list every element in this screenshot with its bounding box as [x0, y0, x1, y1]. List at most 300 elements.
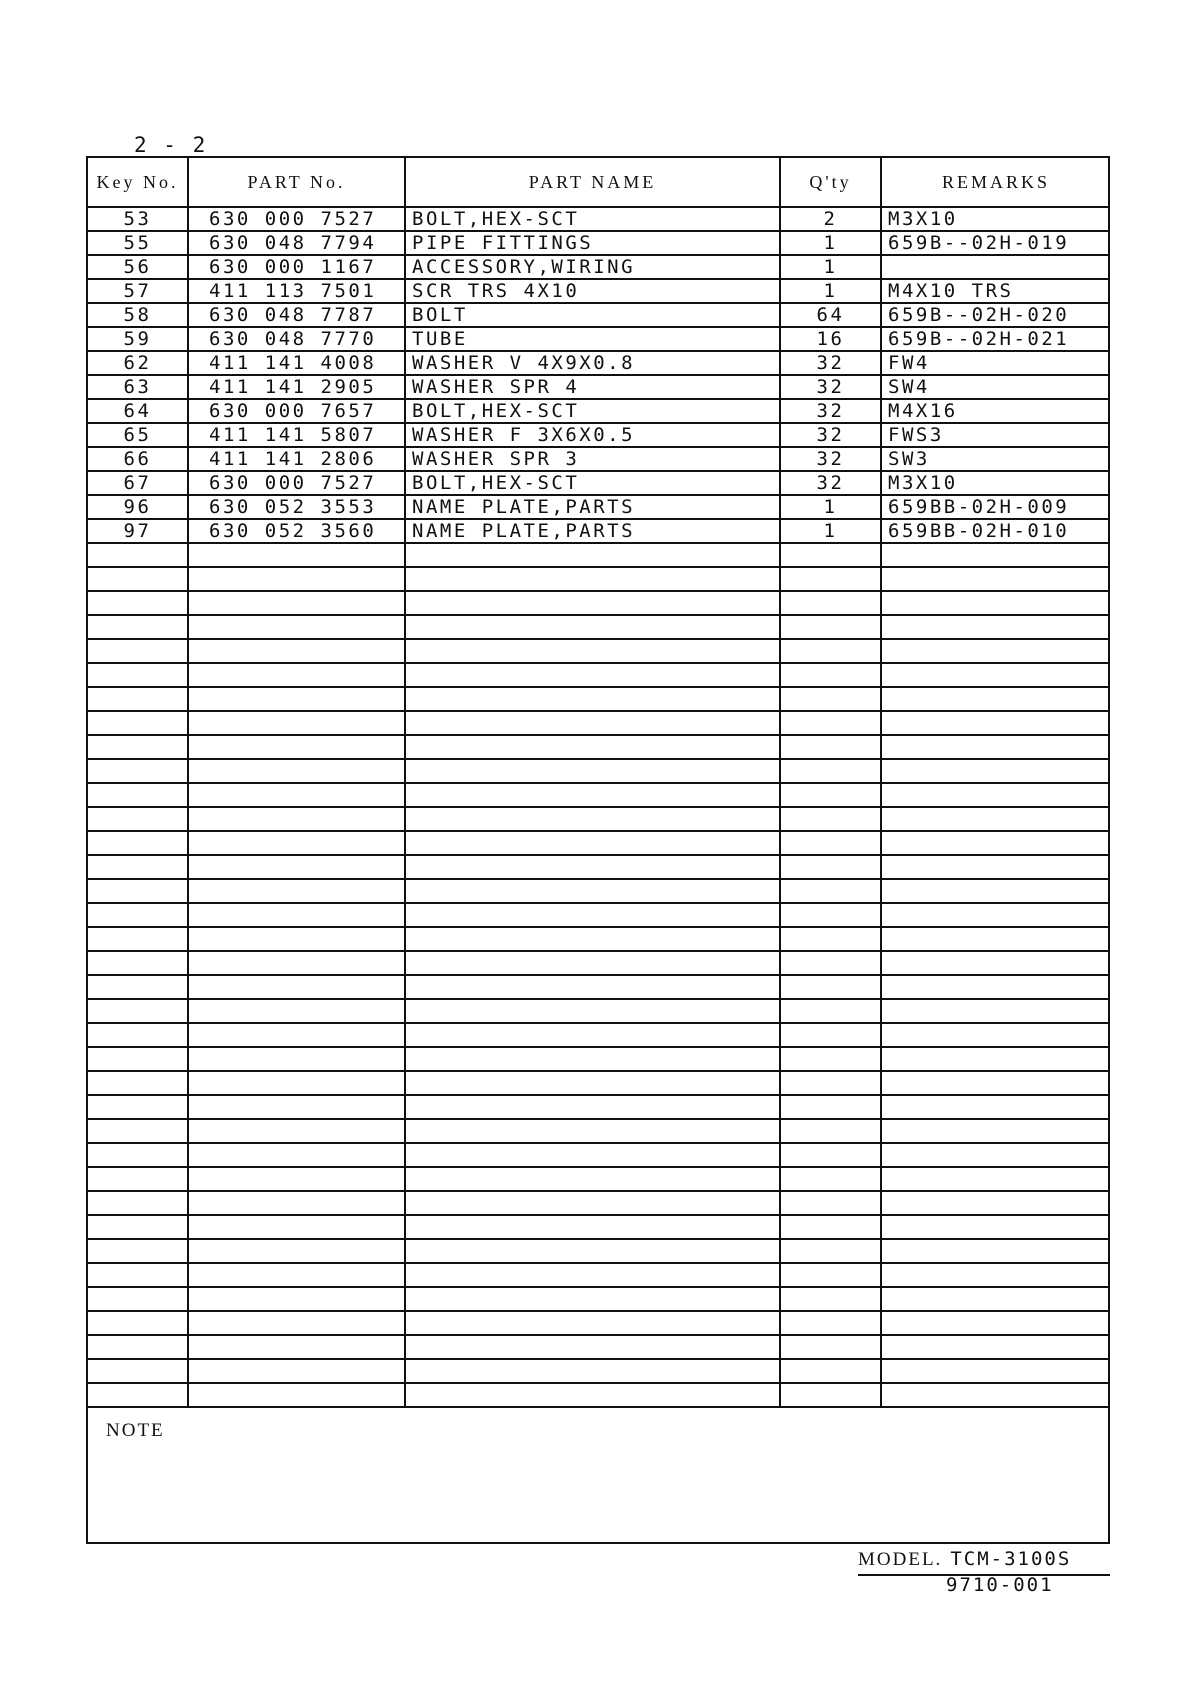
cell-part-no: 630 048 7794 — [188, 231, 405, 255]
cell-qty-empty — [780, 1287, 881, 1311]
cell-part-no-empty — [188, 855, 405, 879]
cell-remarks-empty — [881, 687, 1110, 711]
cell-key-no-empty — [88, 855, 188, 879]
cell-part-name-empty — [405, 1119, 780, 1143]
cell-key-no-empty — [88, 639, 188, 663]
cell-remarks-empty — [881, 855, 1110, 879]
cell-part-no-empty — [188, 1191, 405, 1215]
cell-qty-empty — [780, 1191, 881, 1215]
cell-qty-empty — [780, 903, 881, 927]
cell-part-name-empty — [405, 975, 780, 999]
cell-key-no-empty — [88, 615, 188, 639]
cell-remarks: FW4 — [881, 351, 1110, 375]
cell-remarks-empty — [881, 1191, 1110, 1215]
table-row — [88, 471, 1110, 495]
cell-part-name-empty — [405, 1263, 780, 1287]
cell-part-name-empty — [405, 1023, 780, 1047]
cell-part-name: PIPE FITTINGS — [405, 231, 780, 255]
cell-qty-empty — [780, 1335, 881, 1359]
cell-key-no-empty — [88, 975, 188, 999]
cell-remarks-empty — [881, 615, 1110, 639]
empty-table-row — [88, 639, 1110, 663]
table-row — [88, 351, 1110, 375]
cell-part-name-empty — [405, 855, 780, 879]
empty-table-row — [88, 999, 1110, 1023]
cell-qty: 1 — [780, 231, 881, 255]
cell-part-no: 411 113 7501 — [188, 279, 405, 303]
cell-qty-empty — [780, 1311, 881, 1335]
cell-remarks: M3X10 — [881, 471, 1110, 495]
cell-part-name-empty — [405, 567, 780, 591]
cell-remarks-empty — [881, 1239, 1110, 1263]
cell-part-no-empty — [188, 1239, 405, 1263]
cell-part-no: 411 141 2806 — [188, 447, 405, 471]
cell-key-no: 66 — [88, 447, 188, 471]
cell-key-no-empty — [88, 687, 188, 711]
cell-part-no-empty — [188, 1167, 405, 1191]
cell-key-no-empty — [88, 1191, 188, 1215]
cell-part-no-empty — [188, 1047, 405, 1071]
cell-qty: 1 — [780, 519, 881, 543]
table-row — [88, 231, 1110, 255]
cell-part-name-empty — [405, 1215, 780, 1239]
cell-key-no: 64 — [88, 399, 188, 423]
cell-part-no-empty — [188, 1143, 405, 1167]
cell-qty-empty — [780, 543, 881, 567]
cell-part-name-empty — [405, 591, 780, 615]
cell-remarks: 659BB-02H-010 — [881, 519, 1110, 543]
cell-part-no-empty — [188, 1119, 405, 1143]
empty-table-row — [88, 711, 1110, 735]
cell-remarks-empty — [881, 807, 1110, 831]
cell-qty: 32 — [780, 399, 881, 423]
cell-part-name-empty — [405, 687, 780, 711]
cell-key-no: 59 — [88, 327, 188, 351]
cell-remarks-empty — [881, 639, 1110, 663]
cell-key-no-empty — [88, 735, 188, 759]
cell-remarks-empty — [881, 975, 1110, 999]
cell-part-name: BOLT — [405, 303, 780, 327]
cell-remarks-empty — [881, 1167, 1110, 1191]
cell-part-name-empty — [405, 807, 780, 831]
cell-remarks: SW4 — [881, 375, 1110, 399]
cell-qty-empty — [780, 1263, 881, 1287]
cell-remarks-empty — [881, 1383, 1110, 1407]
cell-qty: 32 — [780, 351, 881, 375]
cell-remarks-empty — [881, 735, 1110, 759]
cell-remarks: M4X16 — [881, 399, 1110, 423]
cell-part-no-empty — [188, 807, 405, 831]
cell-key-no-empty — [88, 1167, 188, 1191]
cell-remarks-empty — [881, 1071, 1110, 1095]
cell-qty-empty — [780, 975, 881, 999]
cell-qty-empty — [780, 1215, 881, 1239]
empty-table-row — [88, 831, 1110, 855]
empty-table-row — [88, 1383, 1110, 1407]
empty-table-row — [88, 1119, 1110, 1143]
cell-remarks-empty — [881, 1095, 1110, 1119]
cell-part-no: 630 000 7527 — [188, 471, 405, 495]
cell-part-name-empty — [405, 831, 780, 855]
cell-qty-empty — [780, 615, 881, 639]
cell-part-name-empty — [405, 1167, 780, 1191]
cell-remarks — [881, 255, 1110, 279]
cell-part-no: 630 000 7527 — [188, 207, 405, 231]
empty-table-row — [88, 903, 1110, 927]
empty-table-row — [88, 567, 1110, 591]
cell-part-name-empty — [405, 1311, 780, 1335]
empty-table-row — [88, 807, 1110, 831]
empty-table-row — [88, 951, 1110, 975]
cell-qty-empty — [780, 1359, 881, 1383]
cell-remarks: SW3 — [881, 447, 1110, 471]
cell-remarks-empty — [881, 1359, 1110, 1383]
empty-table-row — [88, 1239, 1110, 1263]
cell-key-no-empty — [88, 1095, 188, 1119]
empty-table-row — [88, 1143, 1110, 1167]
cell-part-no-empty — [188, 711, 405, 735]
document-code: 9710-001 — [946, 1574, 1054, 1596]
cell-part-name: WASHER SPR 4 — [405, 375, 780, 399]
cell-qty-empty — [780, 639, 881, 663]
cell-part-name-empty — [405, 1383, 780, 1407]
cell-key-no-empty — [88, 567, 188, 591]
header-qty: Q'ty — [780, 158, 881, 207]
cell-key-no: 57 — [88, 279, 188, 303]
cell-part-no-empty — [188, 1023, 405, 1047]
cell-key-no-empty — [88, 1047, 188, 1071]
cell-remarks-empty — [881, 1143, 1110, 1167]
empty-table-row — [88, 783, 1110, 807]
cell-key-no-empty — [88, 1071, 188, 1095]
empty-table-row — [88, 879, 1110, 903]
empty-table-row — [88, 1023, 1110, 1047]
cell-remarks-empty — [881, 1335, 1110, 1359]
header-key-no: Key No. — [88, 158, 188, 207]
cell-part-name-empty — [405, 759, 780, 783]
table-row — [88, 279, 1110, 303]
cell-part-no-empty — [188, 639, 405, 663]
cell-qty: 64 — [780, 303, 881, 327]
cell-remarks-empty — [881, 759, 1110, 783]
empty-table-row — [88, 759, 1110, 783]
cell-part-name-empty — [405, 615, 780, 639]
cell-part-name: BOLT,HEX-SCT — [405, 207, 780, 231]
cell-part-no-empty — [188, 951, 405, 975]
cell-part-no-empty — [188, 879, 405, 903]
empty-table-row — [88, 1263, 1110, 1287]
cell-qty: 16 — [780, 327, 881, 351]
cell-part-no-empty — [188, 975, 405, 999]
cell-qty-empty — [780, 591, 881, 615]
cell-remarks-empty — [881, 1263, 1110, 1287]
cell-qty-empty — [780, 1119, 881, 1143]
cell-qty-empty — [780, 1167, 881, 1191]
cell-key-no-empty — [88, 783, 188, 807]
cell-qty: 2 — [780, 207, 881, 231]
table-row — [88, 375, 1110, 399]
model-value: TCM-3100S — [950, 1548, 1072, 1570]
cell-part-no-empty — [188, 927, 405, 951]
cell-remarks-empty — [881, 951, 1110, 975]
cell-remarks: M3X10 — [881, 207, 1110, 231]
cell-part-name-empty — [405, 735, 780, 759]
cell-part-no-empty — [188, 1287, 405, 1311]
table-row — [88, 255, 1110, 279]
cell-part-no-empty — [188, 1263, 405, 1287]
cell-remarks: 659B--02H-020 — [881, 303, 1110, 327]
cell-part-no-empty — [188, 567, 405, 591]
cell-key-no-empty — [88, 759, 188, 783]
cell-part-no-empty — [188, 663, 405, 687]
cell-part-name-empty — [405, 879, 780, 903]
cell-key-no: 53 — [88, 207, 188, 231]
cell-part-name-empty — [405, 543, 780, 567]
empty-table-row — [88, 1191, 1110, 1215]
cell-key-no-empty — [88, 1263, 188, 1287]
empty-table-row — [88, 1095, 1110, 1119]
cell-key-no-empty — [88, 1359, 188, 1383]
cell-qty-empty — [780, 1143, 881, 1167]
cell-qty-empty — [780, 927, 881, 951]
cell-qty: 1 — [780, 255, 881, 279]
cell-part-no-empty — [188, 903, 405, 927]
cell-key-no-empty — [88, 1287, 188, 1311]
cell-qty-empty — [780, 951, 881, 975]
cell-key-no: 56 — [88, 255, 188, 279]
cell-part-name: ACCESSORY,WIRING — [405, 255, 780, 279]
cell-remarks-empty — [881, 1119, 1110, 1143]
cell-part-name-empty — [405, 951, 780, 975]
cell-part-no-empty — [188, 1359, 405, 1383]
header-part-no: PART No. — [188, 158, 405, 207]
cell-key-no-empty — [88, 831, 188, 855]
empty-table-row — [88, 1287, 1110, 1311]
cell-qty-empty — [780, 711, 881, 735]
cell-qty-empty — [780, 879, 881, 903]
table-row — [88, 399, 1110, 423]
cell-part-name: NAME PLATE,PARTS — [405, 519, 780, 543]
model-line — [858, 1548, 1110, 1576]
empty-table-row — [88, 615, 1110, 639]
cell-part-no-empty — [188, 1311, 405, 1335]
cell-key-no: 58 — [88, 303, 188, 327]
cell-part-name: WASHER F 3X6X0.5 — [405, 423, 780, 447]
cell-qty-empty — [780, 1239, 881, 1263]
cell-qty-empty — [780, 1071, 881, 1095]
cell-key-no-empty — [88, 879, 188, 903]
cell-key-no-empty — [88, 711, 188, 735]
cell-qty-empty — [780, 855, 881, 879]
page-number: 2 - 2 — [134, 133, 208, 157]
cell-part-name: SCR TRS 4X10 — [405, 279, 780, 303]
cell-part-name-empty — [405, 1095, 780, 1119]
cell-part-no-empty — [188, 615, 405, 639]
cell-remarks-empty — [881, 711, 1110, 735]
cell-qty-empty — [780, 663, 881, 687]
cell-remarks-empty — [881, 927, 1110, 951]
cell-key-no-empty — [88, 1383, 188, 1407]
cell-key-no-empty — [88, 951, 188, 975]
cell-qty-empty — [780, 567, 881, 591]
cell-remarks-empty — [881, 783, 1110, 807]
cell-part-name-empty — [405, 1071, 780, 1095]
cell-qty: 32 — [780, 447, 881, 471]
cell-qty: 32 — [780, 423, 881, 447]
table-row — [88, 423, 1110, 447]
cell-remarks: FWS3 — [881, 423, 1110, 447]
cell-remarks-empty — [881, 879, 1110, 903]
cell-key-no: 63 — [88, 375, 188, 399]
cell-qty: 1 — [780, 279, 881, 303]
table-row — [88, 519, 1110, 543]
cell-key-no-empty — [88, 999, 188, 1023]
cell-qty-empty — [780, 1047, 881, 1071]
cell-part-no-empty — [188, 1335, 405, 1359]
cell-part-no-empty — [188, 783, 405, 807]
cell-remarks-empty — [881, 1215, 1110, 1239]
cell-qty: 1 — [780, 495, 881, 519]
cell-key-no-empty — [88, 543, 188, 567]
cell-part-no-empty — [188, 687, 405, 711]
cell-part-name: TUBE — [405, 327, 780, 351]
cell-part-name: WASHER V 4X9X0.8 — [405, 351, 780, 375]
cell-key-no-empty — [88, 903, 188, 927]
cell-part-no: 630 000 7657 — [188, 399, 405, 423]
parts-list-sheet — [86, 156, 1110, 1544]
cell-qty-empty — [780, 687, 881, 711]
cell-part-no: 630 052 3553 — [188, 495, 405, 519]
empty-table-row — [88, 1311, 1110, 1335]
cell-key-no: 96 — [88, 495, 188, 519]
table-row — [88, 495, 1110, 519]
cell-part-no: 411 141 5807 — [188, 423, 405, 447]
cell-remarks-empty — [881, 1023, 1110, 1047]
empty-table-row — [88, 927, 1110, 951]
empty-table-row — [88, 1071, 1110, 1095]
cell-key-no-empty — [88, 1119, 188, 1143]
cell-part-name-empty — [405, 1239, 780, 1263]
cell-remarks-empty — [881, 663, 1110, 687]
empty-table-row — [88, 543, 1110, 567]
cell-part-name-empty — [405, 1047, 780, 1071]
cell-key-no-empty — [88, 663, 188, 687]
cell-part-name-empty — [405, 1191, 780, 1215]
cell-part-no: 411 141 2905 — [188, 375, 405, 399]
cell-part-no-empty — [188, 1215, 405, 1239]
cell-part-name-empty — [405, 927, 780, 951]
empty-table-row — [88, 855, 1110, 879]
note-area — [88, 1406, 1108, 1542]
cell-remarks-empty — [881, 903, 1110, 927]
model-label: MODEL. — [858, 1549, 943, 1570]
cell-qty-empty — [780, 759, 881, 783]
table-row — [88, 303, 1110, 327]
note-label: NOTE — [106, 1420, 165, 1441]
cell-part-no: 411 141 4008 — [188, 351, 405, 375]
cell-remarks-empty — [881, 831, 1110, 855]
table-row — [88, 447, 1110, 471]
parts-table — [88, 158, 1110, 1408]
cell-part-no-empty — [188, 735, 405, 759]
cell-part-no-empty — [188, 591, 405, 615]
cell-qty-empty — [780, 735, 881, 759]
cell-part-no: 630 048 7770 — [188, 327, 405, 351]
cell-qty-empty — [780, 1023, 881, 1047]
cell-remarks-empty — [881, 1287, 1110, 1311]
cell-part-name-empty — [405, 783, 780, 807]
parts-table-body — [88, 207, 1110, 1407]
cell-remarks: 659B--02H-019 — [881, 231, 1110, 255]
cell-qty-empty — [780, 999, 881, 1023]
cell-key-no-empty — [88, 927, 188, 951]
cell-part-no-empty — [188, 1383, 405, 1407]
cell-key-no-empty — [88, 1023, 188, 1047]
cell-qty-empty — [780, 831, 881, 855]
cell-qty: 32 — [780, 375, 881, 399]
table-row — [88, 327, 1110, 351]
cell-remarks: M4X10 TRS — [881, 279, 1110, 303]
cell-part-name-empty — [405, 663, 780, 687]
cell-key-no-empty — [88, 1143, 188, 1167]
table-row — [88, 207, 1110, 231]
cell-key-no-empty — [88, 591, 188, 615]
cell-part-name: BOLT,HEX-SCT — [405, 471, 780, 495]
cell-part-name-empty — [405, 903, 780, 927]
cell-key-no-empty — [88, 1239, 188, 1263]
cell-part-name-empty — [405, 1287, 780, 1311]
cell-key-no: 55 — [88, 231, 188, 255]
cell-part-no-empty — [188, 1095, 405, 1119]
cell-part-name-empty — [405, 999, 780, 1023]
header-remarks: REMARKS — [881, 158, 1110, 207]
cell-qty: 32 — [780, 471, 881, 495]
cell-remarks-empty — [881, 1311, 1110, 1335]
cell-part-name-empty — [405, 639, 780, 663]
empty-table-row — [88, 591, 1110, 615]
cell-part-name: WASHER SPR 3 — [405, 447, 780, 471]
cell-key-no: 65 — [88, 423, 188, 447]
cell-part-no-empty — [188, 999, 405, 1023]
empty-table-row — [88, 1359, 1110, 1383]
cell-part-no-empty — [188, 831, 405, 855]
cell-part-name: NAME PLATE,PARTS — [405, 495, 780, 519]
cell-qty-empty — [780, 1095, 881, 1119]
cell-key-no-empty — [88, 807, 188, 831]
cell-part-name-empty — [405, 1359, 780, 1383]
cell-remarks-empty — [881, 1047, 1110, 1071]
cell-remarks: 659BB-02H-009 — [881, 495, 1110, 519]
table-header-row — [88, 158, 1110, 207]
empty-table-row — [88, 1335, 1110, 1359]
cell-part-no: 630 052 3560 — [188, 519, 405, 543]
cell-part-no-empty — [188, 1071, 405, 1095]
cell-remarks-empty — [881, 999, 1110, 1023]
cell-part-name-empty — [405, 711, 780, 735]
header-part-name: PART NAME — [405, 158, 780, 207]
empty-table-row — [88, 1167, 1110, 1191]
cell-remarks-empty — [881, 567, 1110, 591]
cell-part-name: BOLT,HEX-SCT — [405, 399, 780, 423]
cell-key-no-empty — [88, 1311, 188, 1335]
cell-part-no: 630 048 7787 — [188, 303, 405, 327]
cell-part-no-empty — [188, 759, 405, 783]
cell-key-no: 97 — [88, 519, 188, 543]
cell-remarks-empty — [881, 543, 1110, 567]
cell-part-no: 630 000 1167 — [188, 255, 405, 279]
cell-qty-empty — [780, 783, 881, 807]
empty-table-row — [88, 1047, 1110, 1071]
